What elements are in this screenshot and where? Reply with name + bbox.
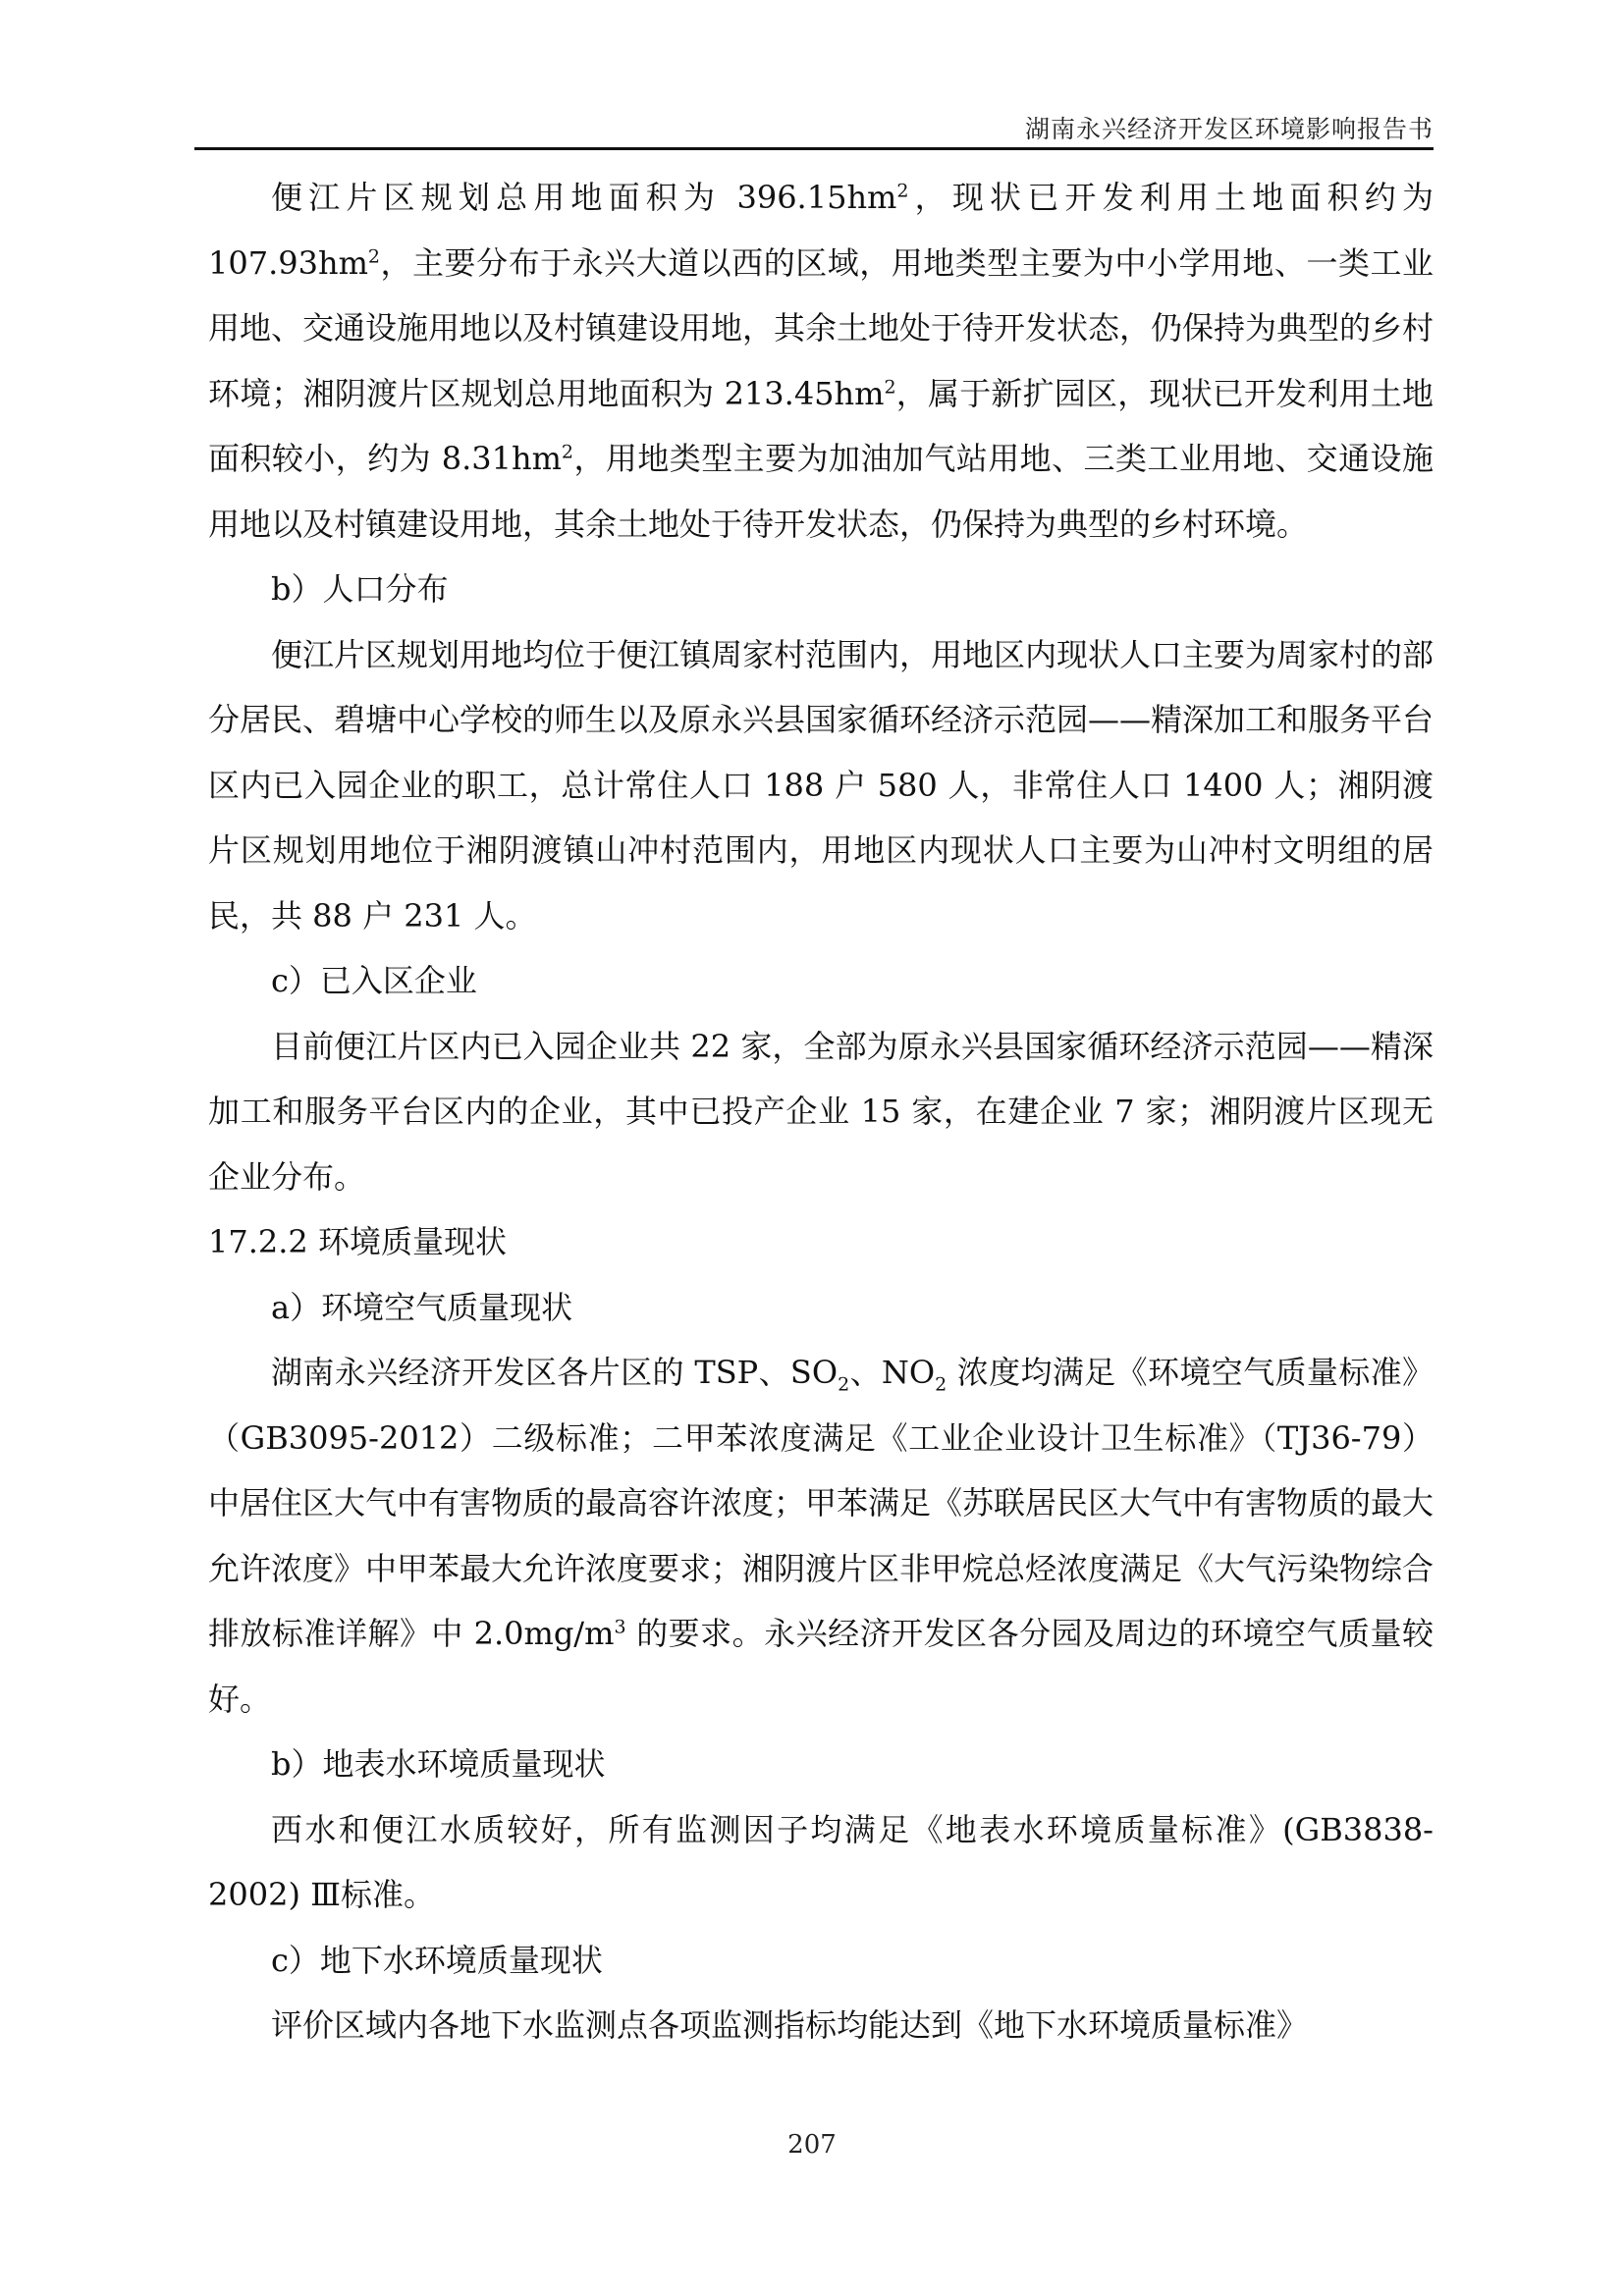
text-run: ，用地类型主要为加油加气站用地、三类工业用地、交通设施用地以及村镇建设用地，其余土地处于待开发状态，仍保持为典型的乡村环境。 [208, 440, 1434, 543]
heading-enterprises: c）已入区企业 [271, 962, 477, 999]
paragraph-enterprises: 目前便江片区内已入园企业共 22 家，全部为原永兴县国家循环经济示范园——精深加工和服务平台区内的企业，其中已投产企业 15 家，在建企业 7 家；湘阴渡片区现无企业分布。 [208, 1027, 1434, 1196]
superscript: 2 [367, 244, 381, 267]
heading-surface-water: b）地表水环境质量现状 [271, 1745, 606, 1783]
superscript: 2 [896, 180, 909, 202]
subscript: 2 [935, 1373, 947, 1396]
heading-population: b）人口分布 [271, 570, 449, 608]
text-run: ，现状已开发利用土地面积约为 107.93hm [208, 179, 1434, 282]
header-divider [194, 147, 1434, 150]
section-heading [208, 1209, 1434, 1275]
superscript: 2 [884, 375, 896, 398]
paragraph-population: 便江片区规划用地均位于便江镇周家村范围内，用地区内现状人口主要为周家村的部分居民、碧塘中心学校的师生以及原永兴县国家循环经济示范园——精深加工和服务平台区内已入园企业的职工，总计常住人口 188 户 580 人，非常住人口 1400 人；湘阴渡片区规划用地位于湘阴渡镇山冲村范围内，用地区内现状人口主要为山冲村文明组的居民，共 88 户 231 人。 [208, 635, 1435, 934]
heading-groundwater: c）地下水环境质量现状 [271, 1941, 603, 1979]
text-run: 、NO [849, 1354, 936, 1391]
section-number: 17.2.2 [208, 1223, 308, 1260]
paragraph-surface-water: 西水和便江水质较好，所有监测因子均满足《地表水环境质量标准》(GB3838-2002) Ⅲ标准。 [208, 1810, 1434, 1913]
text-run: 湖南永兴经济开发区各片区的 TSP、SO [271, 1354, 839, 1391]
running-header: 湖南永兴经济开发区环境影响报告书 [1024, 115, 1434, 143]
paragraph-land-use [208, 165, 1434, 557]
text-run: 浓度均满足《环境空气质量标准》（GB3095-2012）二级标准；二甲苯浓度满足《工业企业设计卫生标准》（TJ36-79）中居住区大气中有害物质的最高容许浓度；甲苯满足《苏联居民区大气中有害物质的最大允许浓度》中甲苯最大允许浓度要求；湘阴渡片区非甲烷总烃浓度满足《大气污染物综合排放标准详解》中 2.0mg/m [208, 1354, 1435, 1652]
heading-air-quality: a）环境空气质量现状 [271, 1288, 573, 1326]
section-title: 环境质量现状 [318, 1223, 508, 1260]
page-number: 207 [787, 2130, 837, 2160]
superscript: 2 [561, 441, 574, 463]
subscript: 2 [838, 1373, 850, 1396]
text-run: 便江片区规划总用地面积为 396.15hm [271, 179, 897, 216]
paragraph-groundwater: 评价区域内各地下水监测点各项监测指标均能达到《地下水环境质量标准》 [271, 2006, 1309, 2044]
superscript: 3 [614, 1616, 626, 1638]
text-run: ，属于新扩园区，现状已开发利用土地面积较小，约为 8.31hm [208, 374, 1434, 477]
body-text [208, 165, 1434, 2058]
paragraph-air-quality [208, 1340, 1434, 1732]
text-run: ，主要分布于永兴大道以西的区域，用地类型主要为中小学用地、一类工业用地、交通设施用地以及村镇建设用地，其余土地处于待开发状态，仍保持为典型的乡村环境；湘阴渡片区规划总用地面积为 213.45hm [208, 243, 1435, 412]
text-run: 的要求。永兴经济开发区各分园及周边的环境空气质量较好。 [208, 1615, 1434, 1718]
